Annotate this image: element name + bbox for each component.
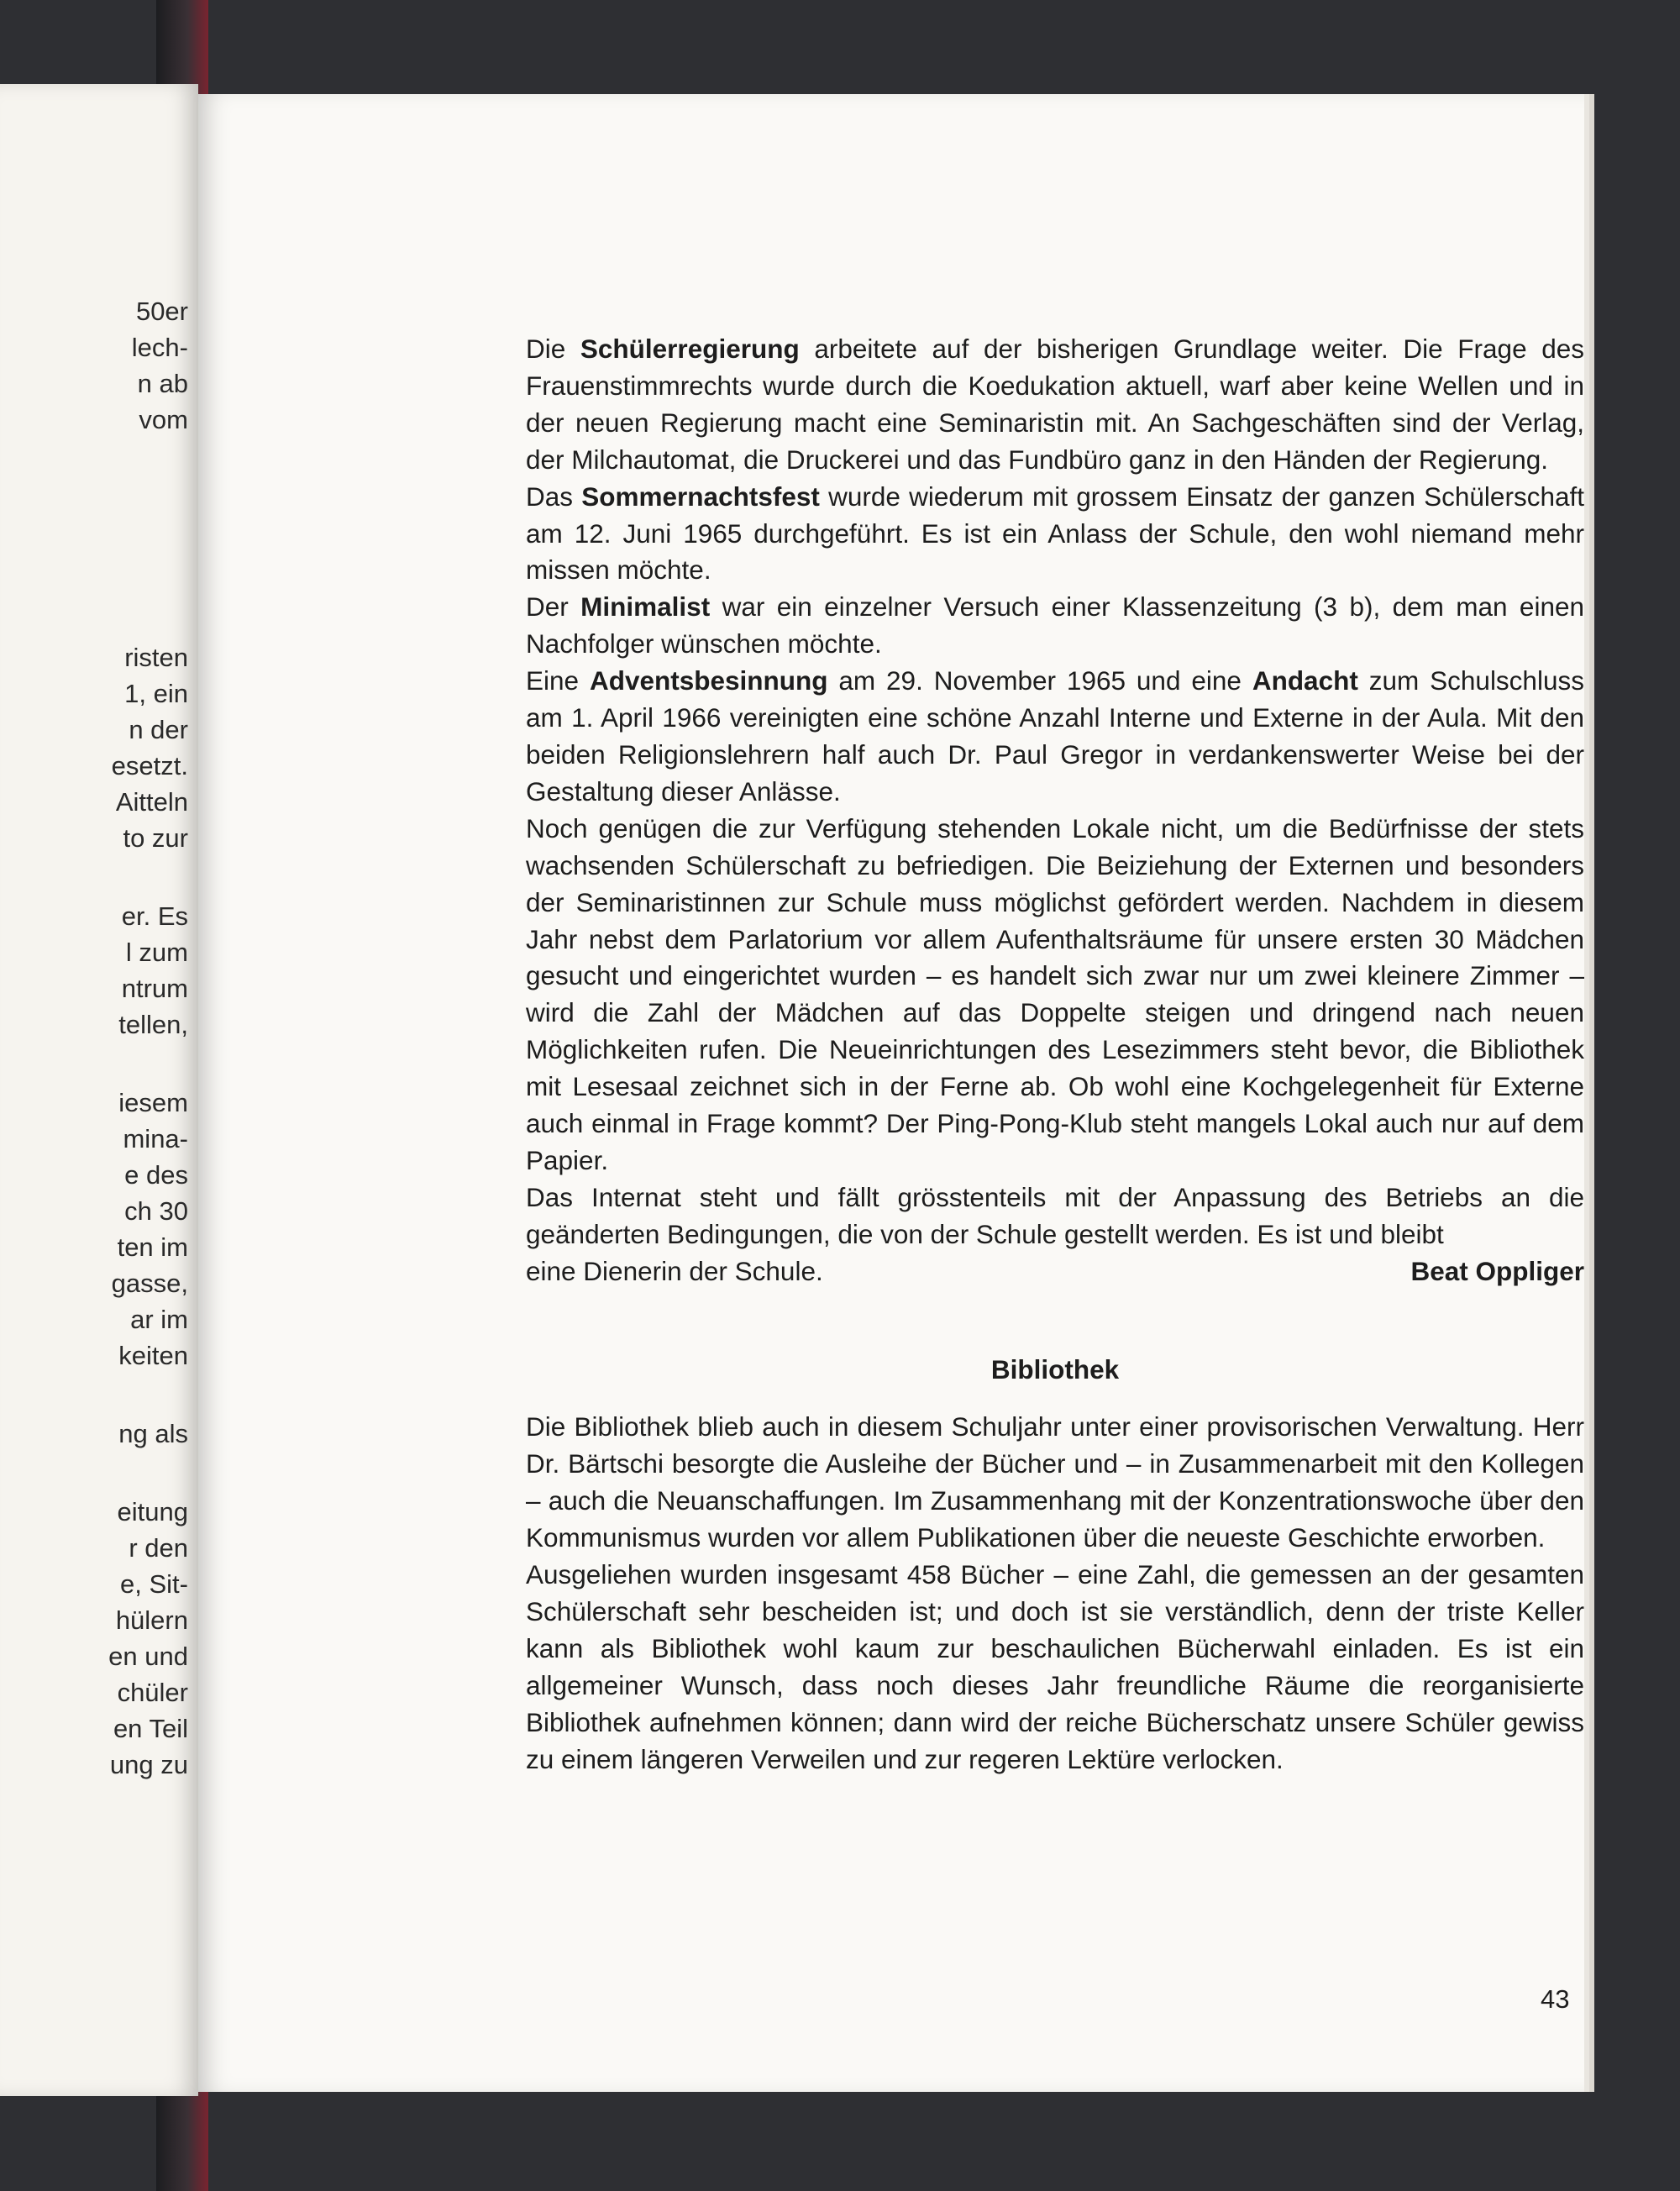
term-sommernachtsfest: Sommernachtsfest [581, 481, 820, 512]
left-fragment: to zur [123, 823, 188, 853]
left-fragment: n ab [137, 369, 188, 398]
term-schuelerregierung: Schülerregierung [580, 334, 800, 364]
paragraph-sommernachtsfest: Das Sommernachtsfest wurde wiederum mit grossem Einsatz der ganzen Schülerschaft am 12. Juni 1965 durchgeführt. Es ist ein Anlass der Schule, den wohl niemand mehr missen möchte. [526, 481, 1584, 586]
section-heading-bibliothek: Bibliothek [990, 1353, 1120, 1384]
paragraph-bibliothek-verwaltung: Die Bibliothek blieb auch in diesem Schuljahr unter einer provisorischen Verwaltung. Herr Dr. Bärtschi besorgte die Ausleihe der Bücher und – in Zusammenarbeit mit den Kollegen – auch die Neuanschaffungen. Im Zusammenhang mit der Konzentrationswoche über den Kommunismus wurden vor allem Publikationen über die neueste Geschichte erworben. [526, 1411, 1584, 1553]
left-fragment: ntrum [121, 974, 188, 1003]
left-fragment: chüler [117, 1678, 188, 1707]
author-signature: Beat Oppliger [1410, 1255, 1584, 1286]
paragraph-internat: Das Internat steht und fällt grösstenteils mit der Anpassung des Betriebs an die geänderten Bedingungen, die von der Schule gestellt werden. Es ist und bleibt [526, 1181, 1584, 1249]
body-text [526, 331, 1584, 1779]
right-page [198, 94, 1584, 2092]
left-fragment: 50er [135, 297, 188, 326]
paragraph-lokale: Noch genügen die zur Verfügung stehenden Lokale nicht, um die Bedürfnisse der stets wachsenden Schülerschaft zu befriedigen. Die Beiziehung der Externen und besonders der Seminaristinnen zur Schule muss möglichst gefördert werden. Nachdem in diesem Jahr nebst dem Parlatorium vor allem Aufenthaltsräume für unsere ersten 30 Mädchen gesucht und eingerichtet wurden – es handelt sich zwar nur um zwei kleinere Zimmer – wird die Zahl der Mädchen auf das Doppelte steigen und dringend nach neuen Möglichkeiten rufen. Die Neueinrichtungen des Lesezimmers steht bevor, die Bibliothek mit Lesesaal zeichnet sich in der Ferne ab. Ob wohl eine Kochgelegenheit für Externe auch einmal in Frage kommt? Der Ping-Pong-Klub steht mangels Lokal auch nur auf dem Papier. [526, 812, 1584, 1175]
left-fragment: keiten [118, 1341, 188, 1370]
paragraph-schuelerregierung: Die Schülerregierung arbeitete auf der bisherigen Grundlage weiter. Die Frage des Frauenstimmrechts wurde durch die Koedukation aktuell, warf aber keine Wellen und in der neuen Regierung macht eine Seminaristin mit. An Sachgeschäften sind der Verlag, der Milchautomat, die Druckerei und das Fundbüro ganz in den Händen der Regierung. [526, 334, 1584, 475]
term-andacht: Andacht [1252, 665, 1358, 696]
left-fragment: ng als [118, 1419, 188, 1448]
left-fragment: tellen, [118, 1010, 188, 1039]
paragraph-internat-end: eine Dienerin der Schule. [526, 1255, 823, 1286]
left-fragment: ten im [117, 1232, 188, 1262]
left-fragment: l zum [125, 938, 188, 967]
left-fragment: r den [129, 1533, 188, 1563]
left-fragment: en und [108, 1642, 188, 1671]
left-page [0, 84, 198, 2096]
left-fragment: mina- [123, 1124, 188, 1153]
left-fragment: er. Es [121, 901, 188, 931]
paragraph-bibliothek-ausleihe: Ausgeliehen wurden insgesamt 458 Bücher – eine Zahl, die gemessen an der gesamten Schülerschaft sehr bescheiden ist; und doch ist sie verständlich, denn der triste Keller kann als Bibliothek wohl kaum zur beschaulichen Bücherwahl einladen. Es ist ein allgemeiner Wunsch, dass noch dieses Jahr freundliche Räume die reorganisierte Bibliothek aufnehmen können; dann wird der reiche Bücherschatz unsere Schüler gewiss zu einem längeren Verweilen und zur regeren Lektüre verlocken. [526, 1559, 1584, 1774]
left-fragment: ung zu [109, 1750, 188, 1779]
page-number: 43 [1541, 1984, 1570, 2014]
left-fragment: e, Sit- [120, 1569, 188, 1599]
left-fragment: Aitteln [115, 787, 188, 817]
left-fragment: hülern [115, 1605, 188, 1635]
left-fragment: vom [139, 405, 188, 434]
left-fragment: n der [129, 715, 188, 744]
left-fragment: en Teil [113, 1714, 188, 1743]
left-fragment: e des [124, 1160, 188, 1190]
left-fragment: esetzt. [111, 751, 188, 780]
term-adventsbesinnung: Adventsbesinnung [589, 665, 828, 696]
left-fragment: 1, ein [124, 679, 188, 708]
left-fragment: gasse, [111, 1269, 188, 1298]
left-fragment: iesem [118, 1088, 188, 1117]
signature-line [526, 1253, 1584, 1290]
paragraph-minimalist: Der Minimalist war ein einzelner Versuch einer Klassenzeitung (3 b), dem man einen Nachfolger wünschen möchte. [526, 591, 1584, 659]
left-fragment: lech- [131, 333, 188, 362]
left-fragment: ch 30 [124, 1196, 188, 1226]
left-fragment: eitung [117, 1497, 188, 1526]
term-minimalist: Minimalist [580, 591, 711, 623]
left-fragment: risten [124, 643, 188, 672]
paragraph-adventsbesinnung: Eine Adventsbesinnung am 29. November 1965 und eine Andacht zum Schulschluss am 1. April 1966 vereinigten eine schöne Anzahl Interne und Externe in der Aula. Mit den beiden Religionslehrern half auch Dr. Paul Gregor in verdankenswerter Weise bei der Gestaltung dieser Anlässe. [526, 665, 1584, 807]
left-fragment: ar im [130, 1305, 188, 1334]
